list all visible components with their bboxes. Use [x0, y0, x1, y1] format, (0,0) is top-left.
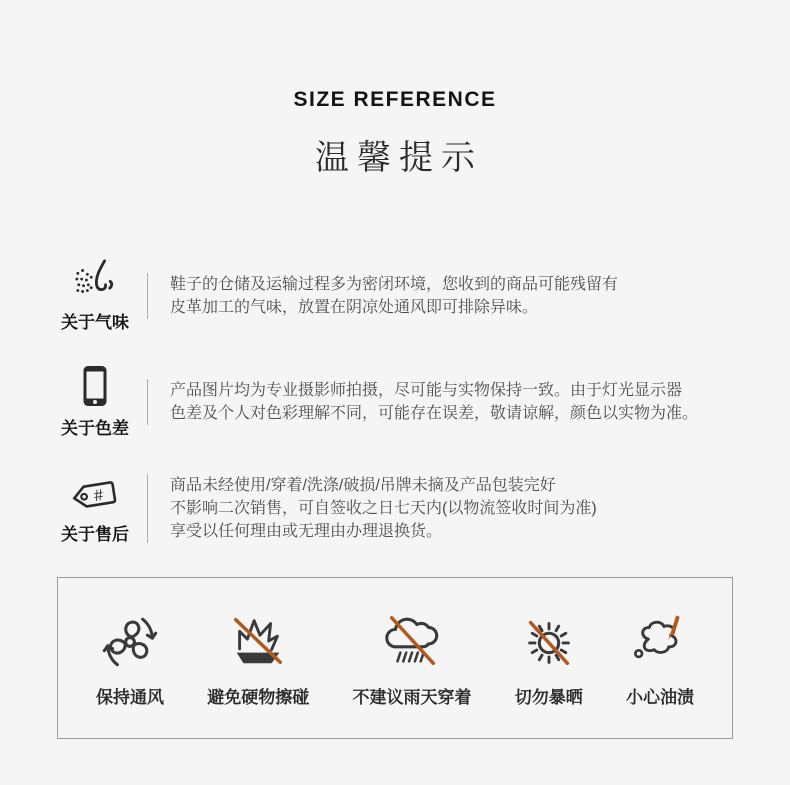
tip-smell-text: [147, 273, 618, 319]
tip-aftersale-line-1: 商品未经使用/穿着/洗涤/破损/吊牌未摘及产品包装完好: [170, 476, 556, 494]
care-item-ventilation: [96, 609, 164, 708]
tip-smell-line-2: 皮革加工的气味，放置在阴凉处通风即可排除异味。: [170, 299, 539, 316]
care-label-no-hard-objects: 避免硬物擦碰: [207, 687, 310, 707]
tip-smell-label: 关于气味: [61, 313, 129, 332]
tip-row-color: [53, 365, 750, 439]
no-rain-icon: [381, 609, 443, 673]
care-label-ventilation: 保持通风: [96, 687, 164, 707]
tip-color-left: [53, 365, 137, 439]
care-label-oil-stain: 小心油渍: [626, 687, 694, 707]
oil-stain-icon: [629, 609, 691, 673]
tip-smell-left: [53, 259, 137, 333]
care-item-oil-stain: [626, 609, 694, 708]
no-sun-icon: [518, 609, 580, 673]
tip-color-line-1: 产品图片均为专业摄影师拍摄，尽可能与实物保持一致。由于灯光显示器: [170, 382, 683, 399]
tip-aftersale-text: [147, 474, 597, 543]
care-item-no-sun: [515, 609, 583, 708]
size-reference-title: SIZE REFERENCE: [293, 88, 497, 111]
tip-aftersale-label: 关于售后: [61, 525, 129, 544]
header: [0, 0, 790, 179]
warm-tips-title: 温馨提示: [315, 139, 483, 177]
tip-aftersale-left: [53, 471, 137, 545]
care-label-no-rain: 不建议雨天穿着: [352, 687, 472, 707]
tips-section: [53, 259, 750, 545]
tip-smell-line-1: 鞋子的仓储及运输过程多为密闭环境，您收到的商品可能残留有: [170, 276, 619, 293]
tip-aftersale-line-3: 享受以任何理由或无理由办理退换货。: [170, 522, 443, 540]
tip-color-label: 关于色差: [61, 419, 129, 438]
tip-row-aftersale: [53, 471, 750, 545]
no-hard-objects-icon: [227, 609, 289, 673]
tag-icon: [70, 471, 120, 513]
care-item-no-hard-objects: [207, 609, 309, 708]
tip-color-text: [147, 379, 698, 425]
tip-aftersale-line-2: 不影响二次销售，可自签收之日七天内(以物流签收时间为准): [170, 499, 597, 517]
smell-icon: [72, 259, 118, 301]
phone-icon: [82, 365, 108, 407]
care-instructions-box: [57, 577, 733, 739]
care-item-no-rain: [353, 609, 472, 708]
care-label-no-sun: 切勿暴晒: [514, 687, 583, 707]
tip-row-smell: [53, 259, 750, 333]
svg-text:#: #: [92, 486, 105, 506]
tip-color-line-2: 色差及个人对色彩理解不同，可能存在误差，敬请谅解，颜色以实物为准。: [170, 405, 699, 422]
fan-icon: [99, 609, 161, 673]
